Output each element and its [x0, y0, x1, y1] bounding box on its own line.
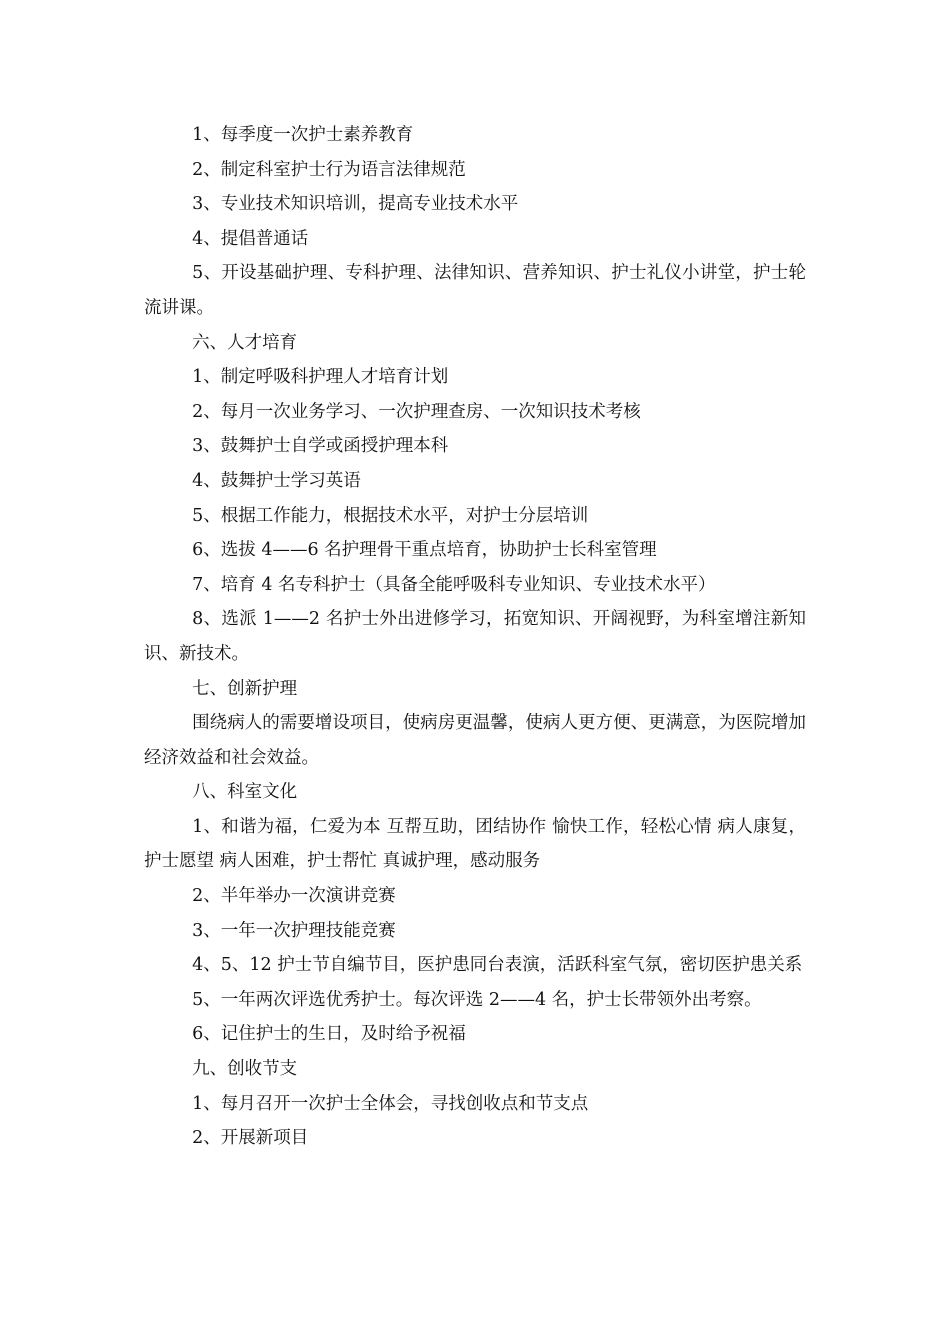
section-heading: 六、人才培育 — [192, 332, 298, 353]
paragraph: 5、一年两次评选优秀护士。每次评选 2——4 名，护士长带领外出考察。 — [192, 989, 762, 1010]
section-heading: 八、科室文化 — [192, 782, 298, 803]
document-page — [144, 118, 806, 1156]
paragraph: 2、开展新项目 — [192, 1128, 309, 1149]
paragraph: 1、和谐为福，仁爱为本 互帮互助，团结协作 愉快工作，轻松心情 病人康复，护士愿望 病人困难，护士帮忙 真诚护理，感动服务 — [144, 816, 806, 872]
paragraph: 1、每月召开一次护士全体会，寻找创收点和节支点 — [192, 1093, 589, 1114]
paragraph: 2、半年举办一次演讲竞赛 — [192, 886, 396, 907]
paragraph: 4、鼓舞护士学习英语 — [192, 470, 361, 491]
paragraph: 1、制定呼吸科护理人才培育计划 — [192, 367, 449, 388]
paragraph: 3、专业技术知识培训，提高专业技术水平 — [192, 194, 519, 215]
paragraph: 2、制定科室护士行为语言法律规范 — [192, 159, 466, 180]
paragraph: 1、每季度一次护士素养教育 — [192, 125, 414, 145]
paragraph: 3、一年一次护理技能竞赛 — [192, 920, 396, 941]
paragraph: 6、记住护士的生日，及时给予祝福 — [192, 1024, 466, 1045]
paragraph: 5、开设基础护理、专科护理、法律知识、营养知识、护士礼仪小讲堂，护士轮流讲课。 — [144, 263, 806, 318]
paragraph: 4、提倡普通话 — [192, 228, 309, 249]
section-heading: 九、创收节支 — [192, 1059, 298, 1080]
paragraph: 6、选拔 4——6 名护理骨干重点培育，协助护士长科室管理 — [192, 540, 657, 561]
paragraph: 8、选派 1——2 名护士外出进修学习，拓宽知识、开阔视野，为科室增注新知识、新技术。 — [144, 609, 806, 664]
paragraph: 4、5、12 护士节自编节目，医护患同台表演，活跃科室气氛，密切医护患关系 — [192, 955, 803, 976]
paragraph: 2、每月一次业务学习、一次护理查房、一次知识技术考核 — [192, 401, 641, 422]
paragraph: 围绕病人的需要增设项目，使病房更温馨，使病人更方便、更满意，为医院增加经济效益和社会效益。 — [144, 713, 806, 768]
section-heading: 七、创新护理 — [192, 678, 298, 699]
paragraph: 3、鼓舞护士自学或函授护理本科 — [192, 436, 449, 457]
paragraph: 5、根据工作能力，根据技术水平，对护士分层培训 — [192, 505, 589, 526]
paragraph: 7、培育 4 名专科护士（具备全能呼吸科专业知识、专业技术水平） — [192, 574, 716, 595]
